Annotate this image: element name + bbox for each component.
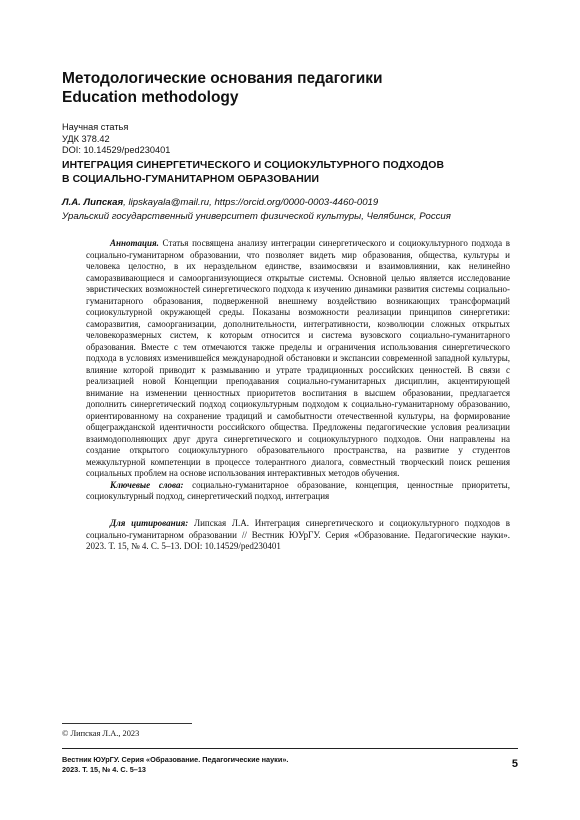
author-name: Л.А. Липская	[62, 197, 124, 208]
section-heading	[62, 69, 383, 107]
footnote-divider	[62, 723, 192, 724]
page-number: 5	[511, 758, 518, 770]
article-meta	[62, 122, 170, 157]
abstract-paragraph	[86, 238, 510, 480]
keywords-lead: Ключевые слова:	[110, 479, 184, 490]
citation-lead: Для цитирования:	[110, 518, 189, 528]
section-title-en: Education methodology	[62, 89, 239, 106]
abstract-text: Статья посвящена анализу интеграции синергетического и социокультурного подхода в социально-гуманитарном образовании, что позволяет видеть мир образования, общества, культуры и человека целостно, в их нераздельном единстве, взаимосвязи и взаимовлиянии, как нелинейно саморазвивающиеся и самоорганизующиеся открытые системы. Основной целью является исследование эвристических возможностей синергетического подхода к изучению динамики развития системы социально-гуманитарного образования, подверженной внешнему воздействию возникающих трансформаций социокультурной окружающей среды. Показаны возможности реализации принципов синергетики: саморазвития, самоорганизации, дополнительности, интегративности, коэволюции сложных открытых человекоразмерных систем, к которым относится и система вузовского социально-гуманитарного образования. Вместе с тем отмечаются также пределы и ограничения использования синергетического подхода в условиях изменившейся международной обстановки и экспансии современной западной культуры, влияние которой приводит к размыванию и утрате традиционных российских ценностей. В связи с реализацией новой Концепции преподавания социально-гуманитарных дисциплин, акцентирующей внимание на изменении ценностных приоритетов воспитания в высшем образовании, предлагается дополнить синергетический подход социокультурным подходом к социально-гуманитарному образованию, ориентированному на сохранение традиций и самобытности отечественной культуры, на формирование общегражданской идентичности российского общества. Предложены педагогические условия реализации взаимодополняющих друг друга синергетического и социокультурного подходов. Они направлены на создание открытого социокультурного образовательного пространства, на развитие у студентов межкультурной компетенции в процессе толерантного диалога, совместный творческий поиск решения социальных проблем на основе использования интерактивных методов обучения.	[86, 238, 510, 478]
footer-journal-line-1: Вестник ЮУрГУ. Серия «Образование. Педагогические науки».	[62, 755, 289, 764]
doi: DOI: 10.14529/ped230401	[62, 145, 171, 155]
section-title-ru: Методологические основания педагогики	[62, 70, 383, 87]
keywords-paragraph	[86, 480, 510, 503]
udc-code: УДК 378.42	[62, 133, 110, 144]
author-line	[62, 197, 378, 208]
citation-paragraph	[86, 518, 510, 553]
article-title-line-2: В СОЦИАЛЬНО-ГУМАНИТАРНОМ ОБРАЗОВАНИИ	[62, 174, 320, 185]
keywords-text: социально-гуманитарное образование, концепция, ценностные приоритеты, социокультурный подход, синергетический подход, интеграция	[86, 479, 510, 501]
author-affiliation: Уральский государственный университет физической культуры, Челябинск, Россия	[62, 211, 451, 222]
citation-block	[86, 518, 510, 553]
citation-text: Липская Л.А. Интеграция синергетического и социокультурного подходов в социально-гуманитарном образовании // Вестник ЮУрГУ. Серия «Образование. Педагогические науки». 2023. Т. 15, № 4. С. 5–13. DOI: 10.14529/ped230401	[86, 518, 510, 551]
article-title-line-1: ИНТЕГРАЦИЯ СИНЕРГЕТИЧЕСКОГО И СОЦИОКУЛЬТУРНОГО ПОДХОДОВ	[62, 160, 445, 171]
article-type: Научная статья	[62, 122, 129, 132]
footer-journal-line-2: 2023. Т. 15, № 4. С. 5–13	[62, 764, 146, 774]
running-footer	[62, 755, 288, 774]
copyright-note: © Липская Л.А., 2023	[62, 729, 140, 738]
article-title	[62, 159, 444, 187]
abstract-block	[86, 238, 510, 503]
footer-divider	[62, 748, 518, 749]
author-details: , lipskayala@mail.ru, https://orcid.org/0000-0003-4460-0019	[123, 197, 379, 208]
abstract-lead: Аннотация.	[110, 238, 159, 248]
